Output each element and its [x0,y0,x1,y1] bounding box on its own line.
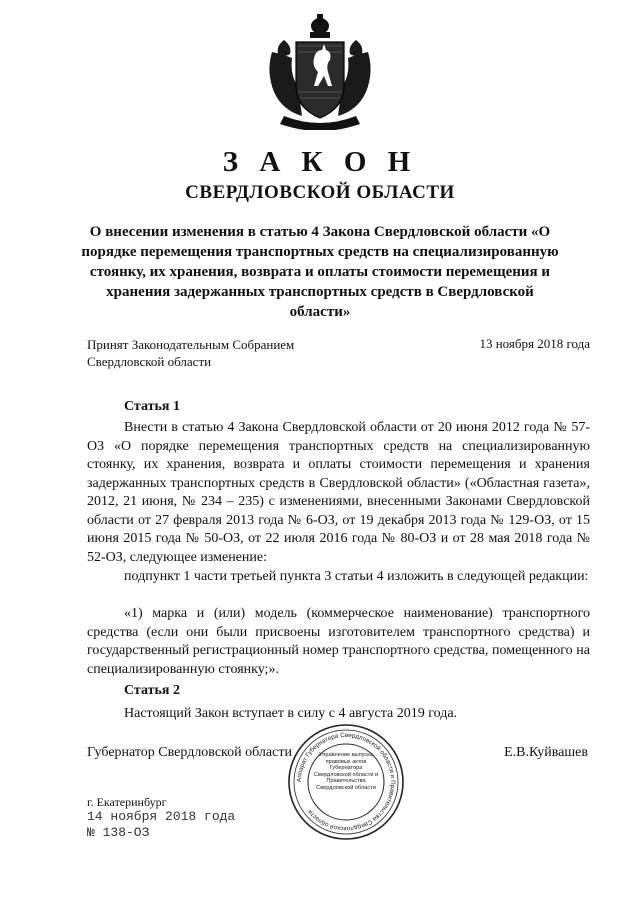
adoption-date: 13 ноября 2018 года [479,336,590,351]
seal-ring-text: Аппарат Губернатора Свердловской области и Правительства Свердловской области [295,731,397,833]
official-seal-icon [286,722,406,842]
article-2-paragraph-1: Настоящий Закон вступает в силу с 4 августа 2019 года. [124,706,458,721]
article-1-paragraph-2: подпункт 1 части третьей пункта 3 статьи 4 изложить в следующей редакции: [124,569,589,584]
law-heading: О внесении изменения в статью 4 Закона Свердловской области «О порядке перемещения транспортных средств на специализированную стоянку, их хранения, возврата и оплаты стоимости перемещения и хранения задержанных транспортных средств в Свердловской области» [81,224,559,320]
adoption-line-2: Свердловской области [87,354,212,369]
seal-center-text: Управление выпуска правовых актов Губернатора Свердловской области и Правительства Свердловской области [313,752,379,791]
article-1-paragraph-3: «1) марка и (или) модель (коммерческое наименование) транспортного средства (если они были присвоены изготовителем транспортного средства) и государственный регистрационный номер транспортного средства, помещенного на специализированную стоянку;». [87,606,590,677]
governor-position: Губернатор Свердловской области [87,745,292,760]
adoption-line-1: Принят Законодательным Собранием [87,337,295,352]
coat-of-arms-icon [262,12,378,130]
registration-date: 14 ноября 2018 года [87,809,236,824]
registration-number: № 138-ОЗ [87,825,150,840]
article-1-paragraph-1: Внести в статью 4 Закона Свердловской области от 20 июня 2012 года № 57-ОЗ «О порядке перемещения транспортных средств на специализированную стоянку, их хранения, возврата и оплаты стоимости перемещения и хранения задержанных транспортных средств в Свердловской области» («Областная газета», 2012, 21 июня, № 234 – 235) с изменениями, внесенными Законами Свердловской области от 27 февраля 2013 года № 6-ОЗ, от 19 декабря 2013 года № 129-ОЗ, от 15 июня 2015 года № 50-ОЗ, от 22 июля 2016 года № 80-ОЗ и от 28 мая 2018 года № 52-ОЗ, следующее изменение: [87,420,590,565]
city-label: г. Екатеринбург [87,795,167,809]
article-1-title: Статья 1 [124,399,180,414]
document-title: З А К О Н [222,146,418,178]
article-2-title: Статья 2 [124,683,180,698]
document-subtitle: СВЕРДЛОВСКОЙ ОБЛАСТИ [185,182,455,203]
adoption-info [87,336,294,370]
governor-name: Е.В.Куйвашев [504,745,588,760]
